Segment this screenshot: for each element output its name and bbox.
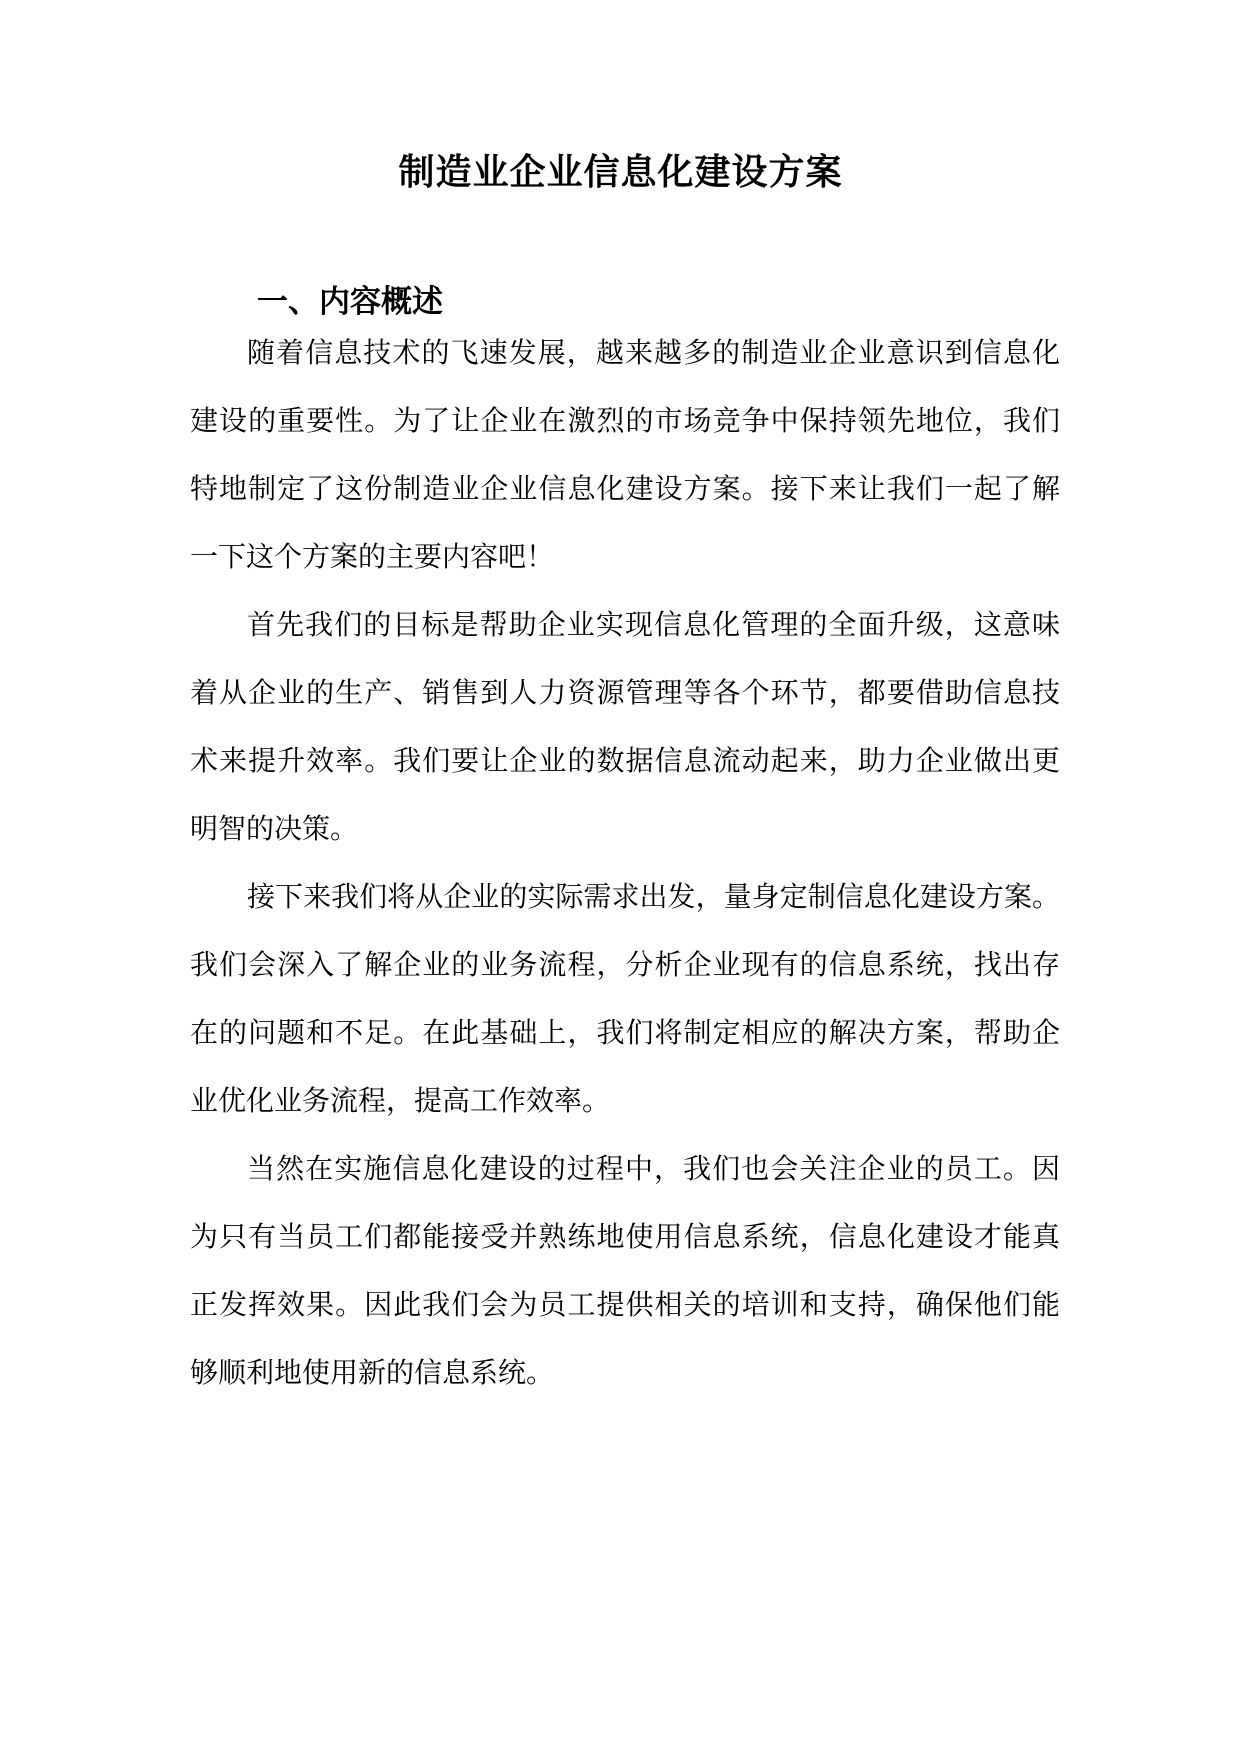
- paragraph-line: 建设的重要性。为了让企业在激烈的市场竞争中保持领先地位，我们: [190, 404, 1060, 437]
- paragraph-line: 够顺利地使用新的信息系统。: [190, 1356, 555, 1389]
- paragraph-line: 明智的决策。: [190, 812, 359, 845]
- section-heading: 一、内容概述: [257, 284, 443, 320]
- paragraph-line: 术来提升效率。我们要让企业的数据信息流动起来，助力企业做出更: [190, 744, 1060, 777]
- paragraph-line: 为只有当员工们都能接受并熟练地使用信息系统，信息化建设才能真: [190, 1220, 1060, 1253]
- paragraph-line: 首先我们的目标是帮助企业实现信息化管理的全面升级，这意味: [247, 608, 1060, 641]
- paragraph-line: 当然在实施信息化建设的过程中，我们也会关注企业的员工。因: [247, 1152, 1060, 1185]
- paragraph-line: 我们会深入了解企业的业务流程，分析企业现有的信息系统，找出存: [190, 948, 1060, 981]
- paragraph-line: 在的问题和不足。在此基础上，我们将制定相应的解决方案，帮助企: [190, 1016, 1060, 1049]
- paragraph-line: 接下来我们将从企业的实际需求出发，量身定制信息化建设方案。: [247, 880, 1060, 913]
- paragraph-line: 特地制定了这份制造业企业信息化建设方案。接下来让我们一起了解: [190, 472, 1060, 505]
- paragraph-line: 着从企业的生产、销售到人力资源管理等各个环节，都要借助信息技: [190, 676, 1060, 709]
- document-title: 制造业企业信息化建设方案: [398, 152, 843, 193]
- paragraph-line: 随着信息技术的飞速发展，越来越多的制造业企业意识到信息化: [247, 336, 1060, 369]
- paragraph-line: 业优化业务流程，提高工作效率。: [190, 1084, 611, 1117]
- paragraph-line: 正发挥效果。因此我们会为员工提供相关的培训和支持，确保他们能: [190, 1288, 1060, 1321]
- paragraph-line: 一下这个方案的主要内容吧！: [190, 540, 555, 573]
